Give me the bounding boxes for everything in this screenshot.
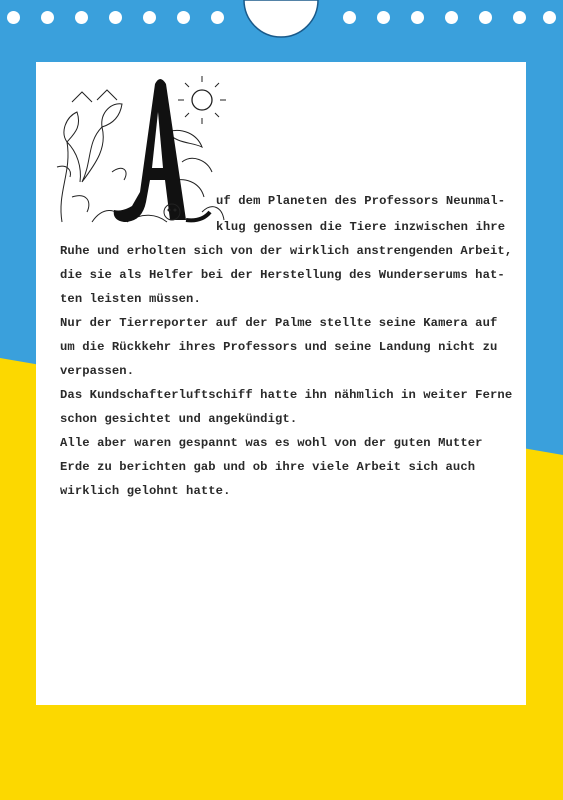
story-line: ten leisten müssen. [60, 292, 201, 306]
story-line: die sie als Helfer bei der Herstellung des Wunderserums hat- [60, 268, 505, 282]
story-line: schon gesichtet und angekündigt. [60, 412, 298, 426]
story-line: Ruhe und erholten sich von der wirklich anstrengenden Arbeit, [60, 244, 513, 258]
story-line: wirklich gelohnt hatte. [60, 484, 231, 498]
story-line: Nur der Tierreporter auf der Palme stellte seine Kamera auf [60, 316, 498, 330]
story-line: Erde zu berichten gab und ob ihre viele Arbeit sich auch [60, 460, 476, 474]
story-line: um die Rückkehr ihres Professors und seine Landung nicht zu [60, 340, 498, 354]
story-line: Das Kundschafterluftschiff hatte ihn nähmlich in weiter Ferne [60, 388, 513, 402]
story-line: klug genossen die Tiere inzwischen ihre [216, 220, 506, 234]
story-page [36, 62, 526, 705]
story-line: Alle aber waren gespannt was es wohl von der guten Mutter [60, 436, 483, 450]
story-line: uf dem Planeten des Professors Neunmal- [216, 194, 506, 208]
story-line: verpassen. [60, 364, 135, 378]
decorated-initial-a-illustration [52, 72, 232, 232]
